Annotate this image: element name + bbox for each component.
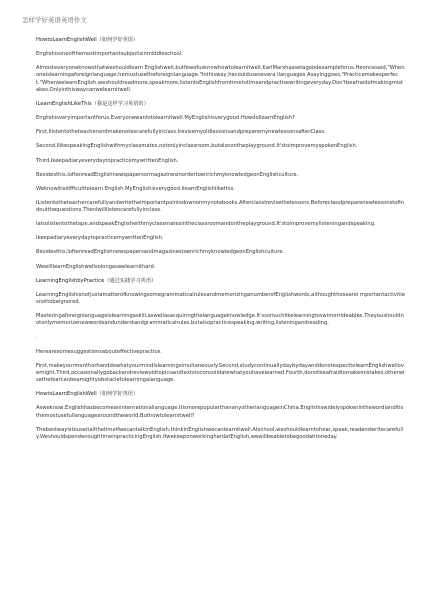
- paragraph: Besidesthis,IoftenreadEnglishnewspapersandmagazinestoenrichmyknowledgeonEnglishculture.: [36, 249, 285, 256]
- paragraph: Englishisoneofthemostimportantsubjectsinmiddleschool.: [36, 51, 183, 58]
- paragraph: Asweknow,Englishhasbecomeaninternationallanguage.ItismorepopularthananyotherlanguageinChina.Englishiswidelyspokeninthewordlanditisthemostusefullanguagearoundtheworld.Buthowtolearnitwell?: [36, 405, 404, 419]
- heading-how-to-learn-english-well-2: HowtoLearnEnglishWell（如何学好英语）: [36, 391, 139, 398]
- paragraph: IkeepadiaryeverydaytopracticemywrittenEnglish.: [36, 235, 164, 242]
- paragraph: Ialsolistentothetape,andspeakEnglishwithmyclassmatesintheclassroomandontheplayground.It'stoimprovemylisteningandspeaking.: [36, 221, 376, 228]
- paragraph: First,makeyourmonthorhanddowhatyourmindisIearningsimultaneously.Second,studycontinuallydaybydayanddonotexpecttolearnEnglishwellovernight.Third,occasionallygobackandreviewoldtopicsandtextstoconsolidatewhatyouhavelearned.Fourth,donotbeafraidtomakemistakes,otherwisethefearcanbeamightyobstacletolearningalanguage.: [36, 362, 405, 384]
- paragraph: Weknowitisdifficulttolearn English.MyEnglishisverygood.IlearnEnglishlikethis.: [36, 185, 235, 192]
- paragraph: Second,IlikespeakingEnglishwithmyclassmates,notonlyinclassroom,butalsoontheplayground.It'stoimprovemyspokenEnglish.: [36, 143, 358, 150]
- paragraph: First,Ilistentotheteacherandmakenotescarefullyinclass.IrevisemyoldlessonsandpreparemynewlessonsafterClass.: [36, 129, 326, 136]
- heading-how-to-learn-english-well: HowtoLearnEnglishWell（如何学好英语）: [36, 37, 139, 43]
- paragraph: LearningEnglishisnotjustamatterofknowingsomegrammaticalrulesandmemorizinganumberofEnglishwords,althoughthosearei mportantactivitiesnottobeignored.: [36, 291, 405, 305]
- paragraph: MasteringaforeignIanguageisIearningaskill,aswellasacquiringtheIanguageknowledge.It'ssomuchlikeIearningtoswimorrideabike.Theyoushouldnotonlymemorizenewwordsandunderstandgrammaticalrules,butalsopracticespeaking,writing,listeningandreading.: [36, 313, 404, 327]
- paragraph: Third,IkeepadiaryeverydaytopracticemywrittenEnglish.: [36, 157, 179, 164]
- paragraph: IListentotheteachercarefullyandwritetheimportantpointsdownonmynotebooks.AfterclassIrevisethelessons.BeforeclassIpreparenewlessonstofindoutthequestions.ThenIwilllistencarefullyinclass.: [36, 199, 404, 214]
- paragraph: WewillIearnEnglishwellsolongasweIearnithard.: [36, 263, 156, 270]
- paragraph: Herearesomesuggestionsabouteffectivepractice.: [36, 348, 163, 355]
- paragraph: Almosteveryoneknowsthatweshouldlearn Englishwell,butfewofusknowhowtolearnitwell.KarlMarxhassetagoodexampleforus.Heoncesaid,"Whenoneislearningaforeignlanguage,hemustusetheforeignlanguage."Inthisway,hecouldusesevera llanguages.Asayinggoes,"Practicemakesperfect."WhenwelearnEnglish,weshouldreadmore,speakmore,listentoEnglishfromtimetotimeandpractisewritingeveryday.Don'tbeafraidofmakingmistakes.Onlyinthiswaycanwelearnitwell.: [36, 65, 405, 94]
- heading-learning-english-by-practice: LearningEnglishbyPractice（通过实践学习英语）: [36, 277, 157, 284]
- paragraph: Besidesthis,IoftenreadEnglishnewspapersormagazinesinordertoenrichmyknowledgeonEnglishculture.: [36, 171, 299, 178]
- document-title: 怎样学好英语英语作文: [22, 16, 87, 24]
- paragraph: ThebestwayistouseitallthetimeIfwecantalkinEnglish,thinkinEnglishwecanlearnitwell.Atschool,weshouldlearntohear,speak,readandwritecarefully.WeshouldspendenoughtimeinpracticingEnglish.IfwekeeponworkinghardatEnglish,wewillbeabletobegoodatitoneday.: [36, 426, 404, 441]
- heading-i-learn-english-like-this: ILearnEnglishLikeThis（我是这样学习英语的）: [36, 101, 149, 108]
- paragraph: .: [36, 334, 38, 341]
- paragraph: Englishisveryimportantforus.Everyonewantstolearnitwell.MyEnglishisverygood.HowdoIlearnEnglish?: [36, 115, 295, 122]
